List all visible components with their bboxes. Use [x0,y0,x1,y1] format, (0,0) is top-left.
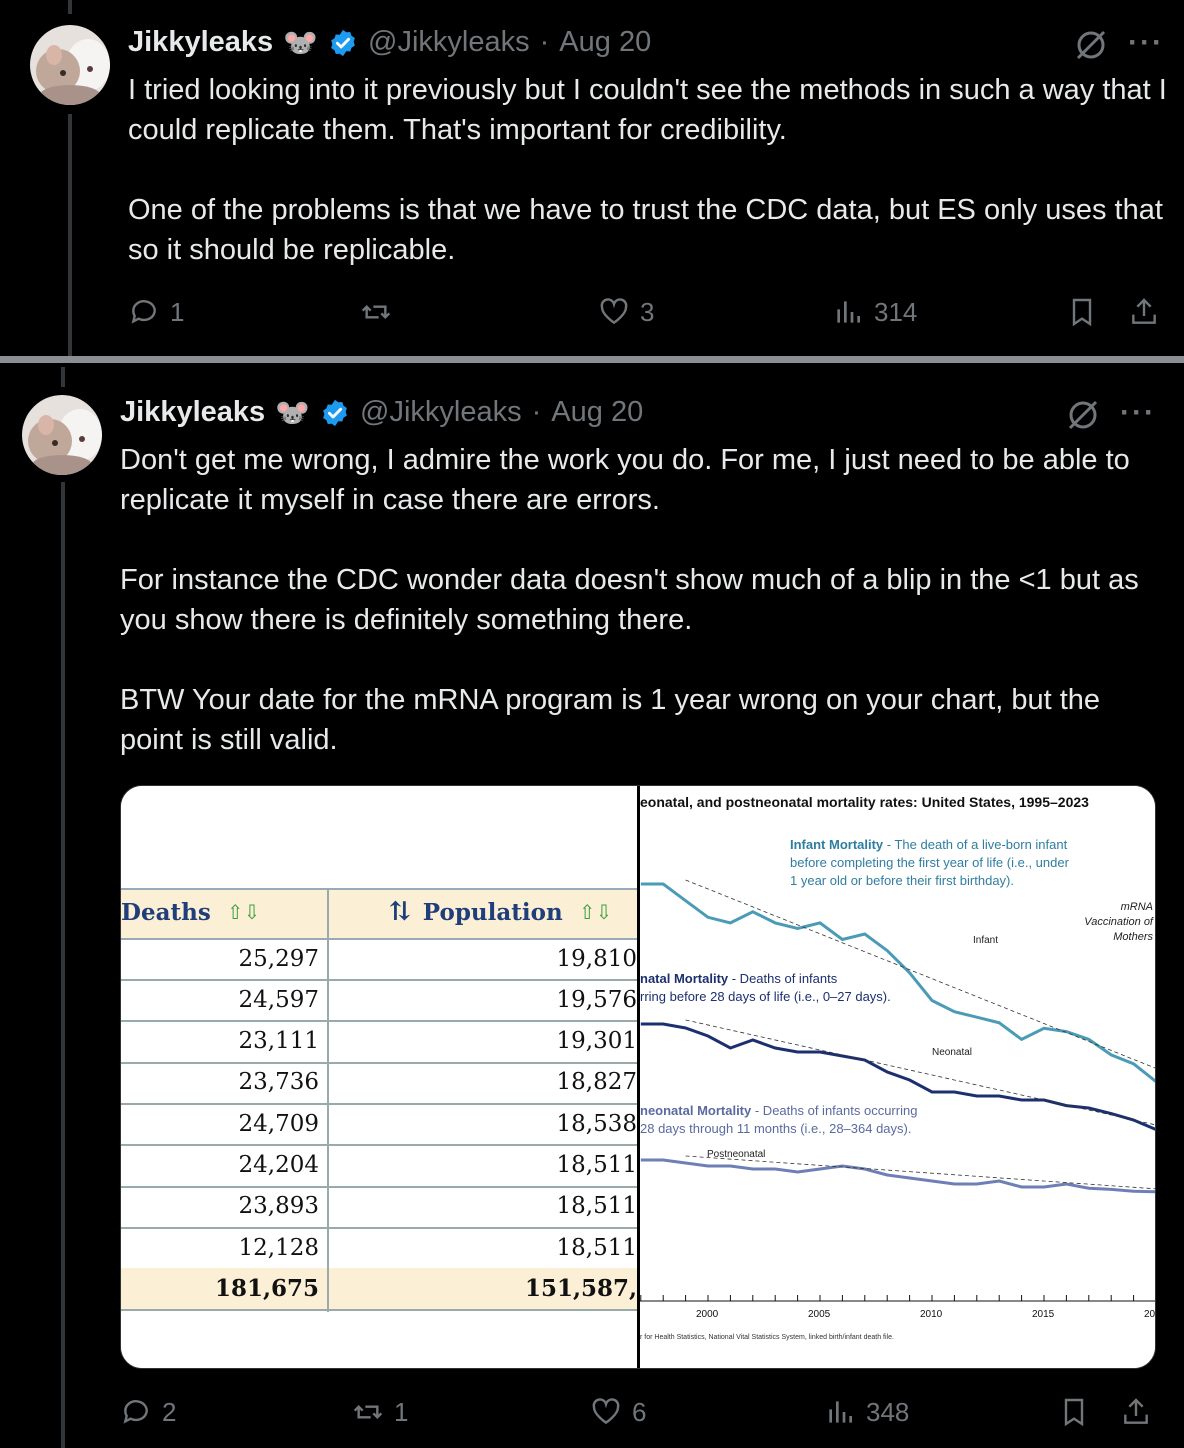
postneonatal-description: neonatal Mortality - Deaths of infants occurring 28 days through 11 months (i.e., 28–364 days). [640,1103,918,1136]
table-row [121,979,637,1022]
postneonatal-series-label: Postneonatal [707,1149,766,1160]
population-cell: 18,538 [556,1110,637,1137]
infant-description: Infant Mortality - The death of a live-born infant before completing the first year of life (i.e., under 1 year old or before their first birthday). [790,837,1069,888]
population-cell: 19,301 [556,1028,637,1055]
tweet-text: I tried looking into it previously but I couldn't see the methods in such a way that I could replicate them. That's important for credibility. One of the problems is that we have to trust the CDC data, but ES only uses that so it should be replicable. [128,74,1167,266]
views-icon [824,1396,856,1428]
deaths-cell: 181,675 [214,1275,319,1303]
deaths-cell: 12,128 [238,1234,319,1261]
x-tick-label: 20 [1144,1309,1156,1320]
table-row [121,1021,637,1064]
deaths-cell: 23,736 [238,1069,319,1096]
repost-button[interactable] [360,296,402,328]
table-row [121,1062,637,1105]
infant-series-label: Infant [973,935,999,946]
tweet-date[interactable]: Aug 20 [551,396,644,428]
author-name[interactable]: Jikkyleaks [120,396,266,428]
tweet-header [120,396,643,429]
thread-line [68,114,72,356]
heart-icon [590,1396,622,1428]
like-count: 6 [632,1396,647,1427]
infant-series-line [641,884,1155,1082]
bookmark-icon [1066,296,1098,328]
bookmark-button[interactable] [1058,1396,1090,1428]
reply-count: 1 [170,296,185,327]
population-cell: 18,511 [556,1193,637,1220]
separator: · [531,396,542,428]
tweet-header [128,26,651,59]
repost-icon [352,1396,384,1428]
line-chart [640,786,1155,1368]
more-options-icon[interactable]: ··· [1120,396,1156,429]
like-button[interactable] [590,1396,646,1428]
population-cell: 18,511 [556,1234,637,1261]
population-cell: 19,810 [556,945,637,972]
author-handle[interactable]: @Jikkyleaks [360,396,522,428]
deaths-cell: 24,597 [238,986,319,1013]
postneonatal-series-line [641,1160,1155,1192]
more-options-icon[interactable]: ··· [1128,26,1164,59]
grok-icon[interactable] [1066,398,1100,432]
like-count: 3 [640,296,655,327]
population-cell: 18,827 [556,1069,637,1096]
reply-icon [120,1396,152,1428]
x-tick-label: 2010 [920,1309,943,1320]
table-row [121,1103,637,1146]
swap-columns-icon: ⇅ [389,897,411,927]
tweet-media-image[interactable] [120,785,1156,1369]
repost-icon [360,296,392,328]
x-tick-label: 2000 [696,1309,719,1320]
views-icon [832,296,864,328]
tweet-text: Don't get me wrong, I admire the work you do. For me, I just need to be able to replicate it myself in case there are errors. For instance the CDC wonder data doesn't show much of a blip in the <1 but as you show there is definitely something there. BTW Your date for the mRNA program is 1 year wrong on your chart, but the point is still valid. [120,444,1139,756]
deaths-cell: 23,893 [238,1193,319,1220]
x-tick-label: 2005 [808,1309,831,1320]
neonatal-series-label: Neonatal [932,1047,973,1058]
deaths-cell: 23,111 [238,1028,319,1055]
bookmark-icon [1058,1396,1090,1428]
view-count: 348 [866,1396,910,1427]
mouse-emoji: 🐭 [275,397,311,428]
x-tick-label: 2015 [1032,1309,1055,1320]
population-cell: 18,511 [556,1152,637,1178]
reply-icon [128,296,160,328]
population-cell: 19,576 [556,986,637,1013]
grok-icon[interactable] [1074,28,1108,62]
deaths-cell: 25,297 [238,945,319,972]
mrna-annotation: mRNA Vaccination of Mothers [1084,901,1153,943]
population-cell: 151,587, [524,1275,637,1303]
share-button[interactable] [1128,296,1160,328]
cdc-table-crop [121,786,637,1368]
column-divider [327,888,329,1312]
avatar[interactable] [22,395,102,475]
author-handle[interactable]: @Jikkyleaks [368,26,530,58]
mortality-chart-crop [640,786,1155,1368]
verified-badge-icon[interactable] [328,28,358,58]
share-icon [1128,296,1160,328]
table-row [121,1186,637,1229]
tweet-date[interactable]: Aug 20 [559,26,652,58]
column-header-deaths: Deaths ⇧⇩ [121,898,261,926]
infant-trend-line [686,880,1155,1077]
thread-line-top [68,0,72,14]
divider [0,356,1184,363]
thread-line-top [61,367,65,387]
repost-button[interactable] [352,1396,408,1428]
table-total-row [121,1268,637,1311]
heart-icon [598,296,630,328]
chart-title: eonatal, and postneonatal mortality rates: United States, 1995–2023 [640,794,1089,810]
verified-badge-icon[interactable] [320,398,350,428]
table-row [121,1145,637,1188]
neonatal-series-line [641,1024,1155,1132]
sort-arrows-icon: ⇧⇩ [226,900,261,924]
avatar[interactable] [30,25,110,105]
mouse-emoji: 🐭 [283,27,319,58]
view-count: 314 [874,296,918,327]
table-row [121,938,637,981]
postneonatal-trend-line [686,1156,1155,1190]
repost-count: 1 [394,1396,409,1427]
bookmark-button[interactable] [1066,296,1098,328]
separator: · [539,26,550,58]
table-row [121,1227,637,1270]
views-button[interactable] [832,296,917,328]
thread-line [61,482,65,1448]
neonatal-description: natal Mortality - Deaths of infants rring before 28 days of life (i.e., 0–27 days). [640,971,891,1004]
chart-source: r for Health Statistics, National Vital Statistics System, linked birth/infant death file. [640,1334,894,1341]
deaths-cell: 24,204 [238,1152,319,1178]
deaths-cell: 24,709 [238,1110,319,1137]
sort-arrows-icon: ⇧⇩ [578,900,613,924]
share-button[interactable] [1120,1396,1152,1428]
reply-button[interactable] [128,296,184,328]
like-button[interactable] [598,296,654,328]
reply-button[interactable] [120,1396,176,1428]
reply-count: 2 [162,1396,177,1427]
views-button[interactable] [824,1396,909,1428]
share-icon [1120,1396,1152,1428]
author-name[interactable]: Jikkyleaks [128,26,274,58]
column-header-population: ⇅ Population ⇧⇩ [389,897,613,927]
